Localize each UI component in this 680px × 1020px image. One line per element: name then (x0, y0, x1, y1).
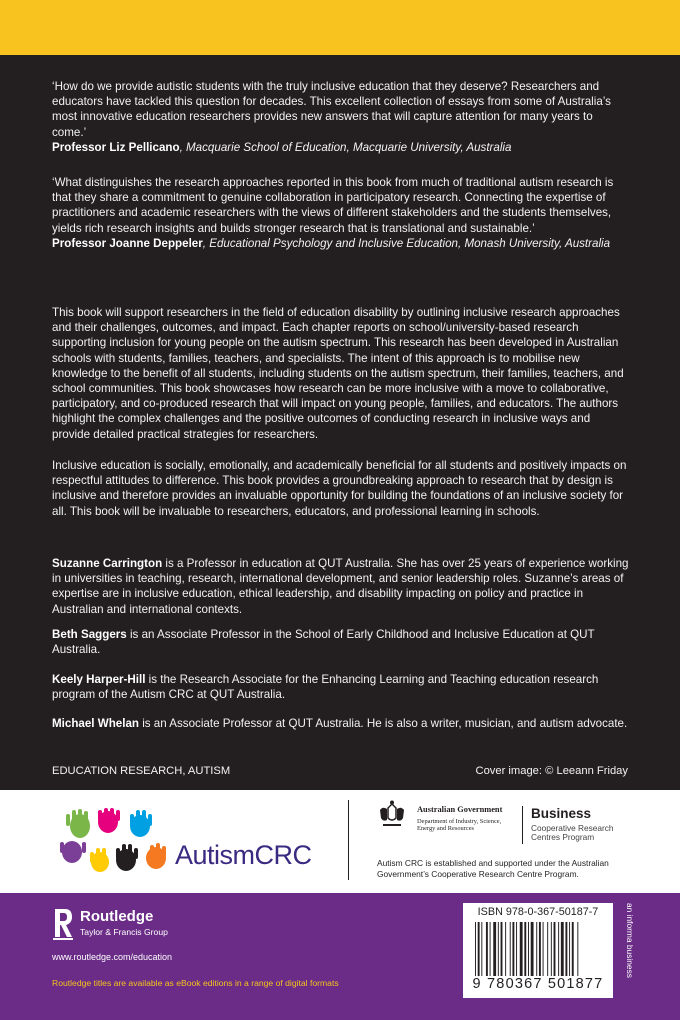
business-subtitle (531, 824, 614, 843)
author-bio-2 (52, 627, 630, 657)
barcode-bar (505, 922, 506, 976)
author-bio-text: is an Associate Professor at QUT Australia. He is also a writer, musician, and autism advocate. (138, 717, 628, 730)
barcode-bars (473, 922, 607, 980)
autism-crc-hands-logo (60, 808, 172, 880)
publisher-url[interactable]: www.routledge.com/education (52, 952, 173, 962)
autism-crc-wordmark: AutismCRC (175, 840, 312, 870)
barcode-bar (561, 922, 564, 976)
barcode-bar (531, 922, 534, 976)
barcode-bar (490, 922, 491, 976)
barcode-bar (569, 922, 570, 976)
business-subtitle-line-1: Cooperative Research (531, 823, 614, 833)
endorsement-quote-1 (52, 79, 630, 155)
barcode-bar (572, 922, 574, 976)
hand-icon-dark (116, 844, 138, 871)
hand-icon-orange (146, 843, 166, 869)
quote-text: ‘What distinguishes the research approaches reported in this book from much of traditional autism research is that they share a commitment to genuine collaboration in participatory research. Connecting the expertise of practitioners and academic researchers with the views of different stakeholders and the students themselves, yields rich research insights and builds stronger research that is translational and sustainable.’ (52, 176, 614, 235)
hand-icon-blue (130, 810, 152, 837)
author-bio-4 (52, 716, 630, 731)
barcode-bar (536, 922, 537, 976)
barcode-bar (493, 922, 496, 976)
ebook-note: Routledge titles are available as eBook editions in a range of digital formats (52, 978, 339, 988)
hand-icon-purple (60, 841, 86, 863)
business-title: Business (531, 806, 592, 821)
barcode-bar (510, 922, 511, 976)
author-name: Keely Harper-Hill (52, 673, 146, 686)
author-bio-text: is the Research Associate for the Enhancing Learning and Teaching education research program of the Autism CRC at QUT Australia. (52, 673, 599, 702)
author-bio-text: is an Associate Professor in the School of Early Childhood and Inclusive Education at QUT Australia. (52, 628, 595, 657)
barcode-bar (528, 922, 529, 976)
publisher-group: Taylor & Francis Group (80, 927, 168, 937)
barcode-bar (551, 922, 552, 976)
publisher-name: Routledge (80, 908, 154, 925)
subject-categories: EDUCATION RESEARCH, AUTISM (52, 765, 231, 777)
quote-author: Professor Liz Pellicano (52, 140, 180, 154)
barcode-bar (516, 922, 517, 976)
barcode-bar (524, 922, 526, 976)
logo-divider (348, 800, 349, 880)
routledge-r-icon (52, 907, 74, 941)
barcode-bar (475, 922, 476, 976)
cover-image-credit: Cover image: © Leeann Friday (475, 765, 628, 777)
top-color-band (0, 0, 680, 55)
barcode-bar (501, 922, 503, 976)
gov-title: Australian Government (417, 805, 503, 814)
business-subtitle-line-2: Centres Program (531, 832, 595, 843)
author-name: Beth Saggers (52, 628, 127, 641)
quote-affiliation: , Macquarie School of Education, Macquarie University, Australia (179, 140, 512, 154)
isbn-barcode (463, 903, 613, 998)
author-name: Michael Whelan (52, 717, 139, 730)
informa-tag (623, 903, 635, 1003)
barcode-bar (512, 922, 514, 976)
quote-text: ‘How do we provide autistic students with the truly inclusive education that they deserve? Researchers and educators have tackled this question for decades. This excellent collection of essays from some of Australia’s most innovative education researchers provides new answers that will capture attention for many years to come.’ (52, 80, 611, 139)
hand-icon-pink (98, 808, 120, 833)
hand-icon-yellow (90, 848, 109, 872)
barcode-bar (554, 922, 556, 976)
barcode-bar (478, 922, 480, 976)
barcode-bar (558, 922, 559, 976)
barcode-bar (539, 922, 541, 976)
author-bio-1 (52, 556, 630, 617)
barcode-bar (481, 922, 482, 976)
endorsement-quote-2 (52, 175, 630, 251)
gov-department-line-1: Department of Industry, Science, (417, 818, 502, 825)
gov-business-separator (522, 806, 523, 844)
description-paragraph-1: This book will support researchers in the field of education disability by outlining inclusive research approaches and their challenges, outcomes, and impact. Each chapter reports on school/university-based research supporting inclusion for young people on the autism spectrum. This research has been developed in Australian schools with students, families, teachers, and specialists. The intent of this approach is to mobilise new knowledge to the benefit of all students, including students on the autism spectrum, their families, teachers, and school communities. This book showcases how research can be more inclusive with a move to collaborative, participatory, and co-produced research that will impact on young people, families, and educators. The authors highlight the complex challenges and the positive outcomes of conducting research in inclusive ways and provide detailed practical strategies for researchers. (52, 306, 624, 441)
barcode-bar (547, 922, 548, 976)
gov-department (417, 818, 501, 833)
barcode-bar (498, 922, 499, 976)
barcode-bar (486, 922, 488, 976)
barcode-bar (577, 922, 578, 976)
informa-text: an informa business (625, 903, 635, 978)
crc-note-line-2: Government’s Cooperative Research Centre Program. (377, 868, 579, 879)
barcode-bar (565, 922, 567, 976)
barcode-bar (520, 922, 523, 976)
quote-affiliation: , Educational Psychology and Inclusive Education, Monash University, Australia (202, 236, 611, 250)
crc-note-line-1: Autism CRC is established and supported under the Australian (377, 858, 609, 868)
gov-department-line-2: Energy and Resources (417, 825, 475, 833)
author-name: Suzanne Carrington (52, 557, 163, 570)
barcode-bar (543, 922, 544, 976)
quote-author: Professor Joanne Deppeler (52, 236, 203, 250)
description-paragraph-2: Inclusive education is socially, emotionally, and academically beneficial for all students and positively impacts on respectful attitudes to difference. This book provides a groundbreaking approach to research that by design is inclusive and therefore provides an invaluable opportunity for building the foundations of an inclusive society for all. This book will be invaluable to researchers, educators, and professional learning in schools. (52, 459, 627, 518)
author-bio-3 (52, 672, 630, 702)
author-bio-text: is a Professor in education at QUT Australia. She has over 25 years of experience working in universities in teaching, research, international development, and senior leadership roles. Suzanne’s areas of expertise are in inclusive education, ethical leadership, and disability impacting on policy and practice in Australian and international contexts. (52, 557, 629, 616)
hand-icon-green (66, 809, 90, 838)
crc-support-note (377, 858, 609, 879)
isbn-text: ISBN 978-0-367-50187-7 (477, 906, 599, 918)
barcode-number: 9 780367 501877 (472, 976, 604, 992)
australian-coat-of-arms-icon (377, 800, 407, 830)
